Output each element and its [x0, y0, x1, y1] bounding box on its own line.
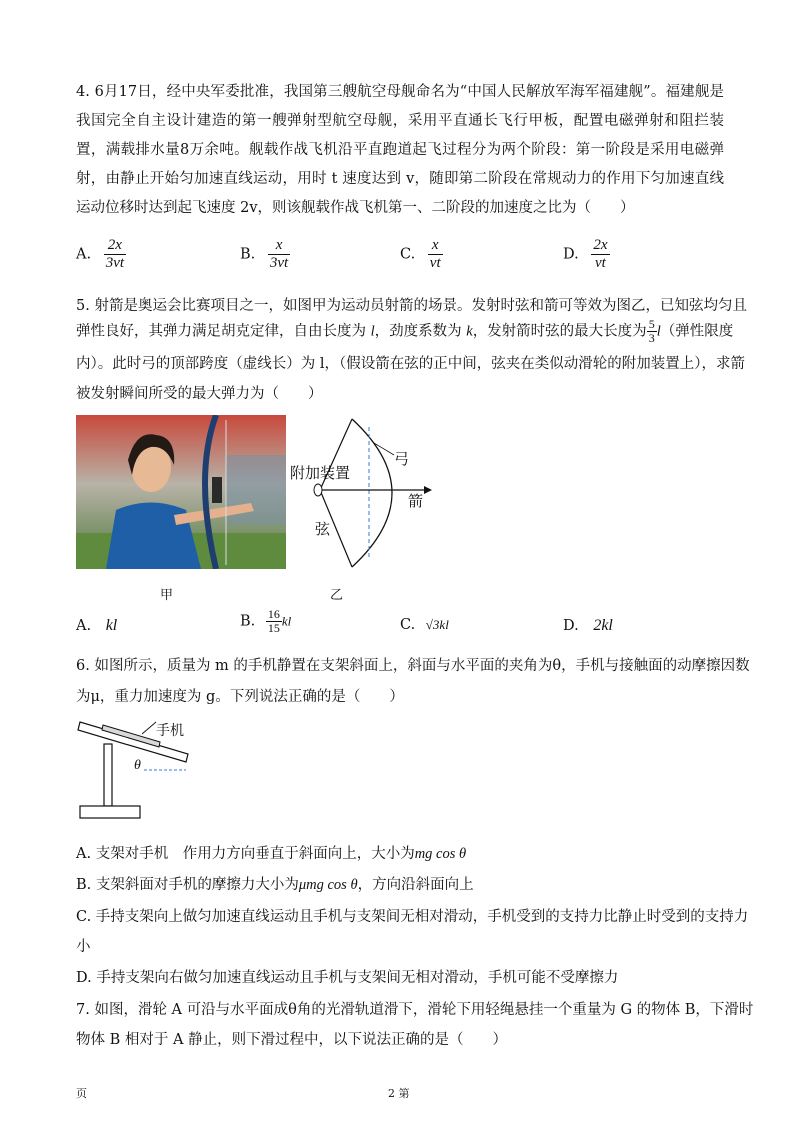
archer-photo [76, 415, 286, 569]
q6-line-2: 为μ，重力加速度为 g。下列说法正确的是（ ） [76, 689, 404, 705]
label-phone: 手机 [156, 723, 184, 739]
q4-option-a: A. $\frac{2x}{3vt}$ [76, 237, 125, 271]
q5-option-d: D. 2kl [563, 617, 613, 634]
label-bow: 弓 [394, 450, 410, 468]
q4-option-c: C. $\frac{x}{vt}$ [400, 237, 441, 271]
q4-option-b: B. $\frac{x}{3vt}$ [240, 237, 289, 271]
q6-option-c-line-1: C. 手持支架向上做匀加速直线运动且手机与支架间无相对滑动，手机受到的支持力比静止时受到的支持力 [76, 909, 749, 925]
q5-line-2: 弹性良好，其弹力满足胡克定律，自由长度为 l，劲度系数为 k，发射箭时弦的最大长度为 $\frac{5}{3}$ l（弹性限度 [76, 317, 734, 345]
q7-line-1: 7. 如图，滑轮 A 可沿与水平面成θ角的光滑轨道滑下，滑轮下用轻绳悬挂一个重量为 G 的物体 B，下滑时 [76, 1002, 754, 1018]
footer-page-number: 2 第 [388, 1087, 410, 1100]
q6-option-a: A. 支架对手机 作用力方向垂直于斜面向上，大小为mg cos θ [76, 846, 467, 862]
q6-option-d: D. 手持支架向右做匀加速直线运动且手机与支架间无相对滑动，手机可能不受摩擦力 [76, 970, 619, 986]
stand-base [80, 806, 140, 818]
q5-option-a: A. kl [76, 617, 118, 634]
label-theta: θ [134, 758, 141, 773]
caption-left: 甲 [160, 588, 174, 603]
bow-arc [352, 419, 392, 567]
attachment-device [314, 484, 322, 496]
q4-option-d: D. $\frac{2x}{vt}$ [563, 237, 608, 271]
q5-option-c: C. √3kl [400, 617, 449, 633]
q4-stem: 4. 6月17日，经中央军委批准，我国第三艘航空母舰命名为“中国人民解放军海军福建舰”。福建舰是我国完全自主设计建造的第一艘弹射型航空母舰，采用平直通长飞行甲板，配置电磁弹射和阻拦装置，满载排水量8万余吨。舰载作战飞机沿平直跑道起飞过程分为两个阶段：第一阶段是采用电磁弹射，由静止开始匀加速直线运动，用时 t 速度达到 v，随即第二阶段在常规动力的作用下匀加速直线运动位移时达到起飞速度 2v，则该舰载作战飞机第一、二阶段的加速度之比为（ ） [76, 84, 724, 216]
label-attach: 附加装置 [290, 464, 351, 482]
phone-stand-diagram [76, 716, 206, 826]
label-string: 弦 [315, 520, 331, 538]
q6-line-1: 6. 如图所示，质量为 m 的手机静置在支架斜面上，斜面与水平面的夹角为θ，手机与接触面的动摩擦因数 [76, 658, 750, 674]
label-arrow: 箭 [408, 492, 424, 510]
q5-line-4: 被发射瞬间所受的最大弹力为（ ） [76, 386, 323, 402]
q5-line-1: 5. 射箭是奥运会比赛项目之一，如图甲为运动员射箭的场景。发射时弦和箭可等效为图乙，已知弦均匀且 [76, 298, 747, 314]
q7-line-2: 物体 B 相对于 A 静止，则下滑过程中，以下说法正确的是（ ） [76, 1032, 508, 1048]
stand-pole [104, 744, 112, 806]
q5-line-3: 内）。此时弓的顶部跨度（虚线长）为 l，（假设箭在弦的正中间，弦夹在类似动滑轮的附加装置上），求箭 [76, 356, 745, 372]
q6-option-b: B. 支架斜面对手机的摩擦力大小为μmg cos θ，方向沿斜面向上 [76, 877, 474, 893]
q5-option-b: B. $\frac{16}{15}$ kl [240, 607, 292, 635]
arrow-head [424, 486, 432, 494]
q6-option-c-line-2: 小 [76, 939, 91, 955]
caption-right: 乙 [330, 588, 344, 603]
footer-left: 页 [76, 1087, 87, 1100]
